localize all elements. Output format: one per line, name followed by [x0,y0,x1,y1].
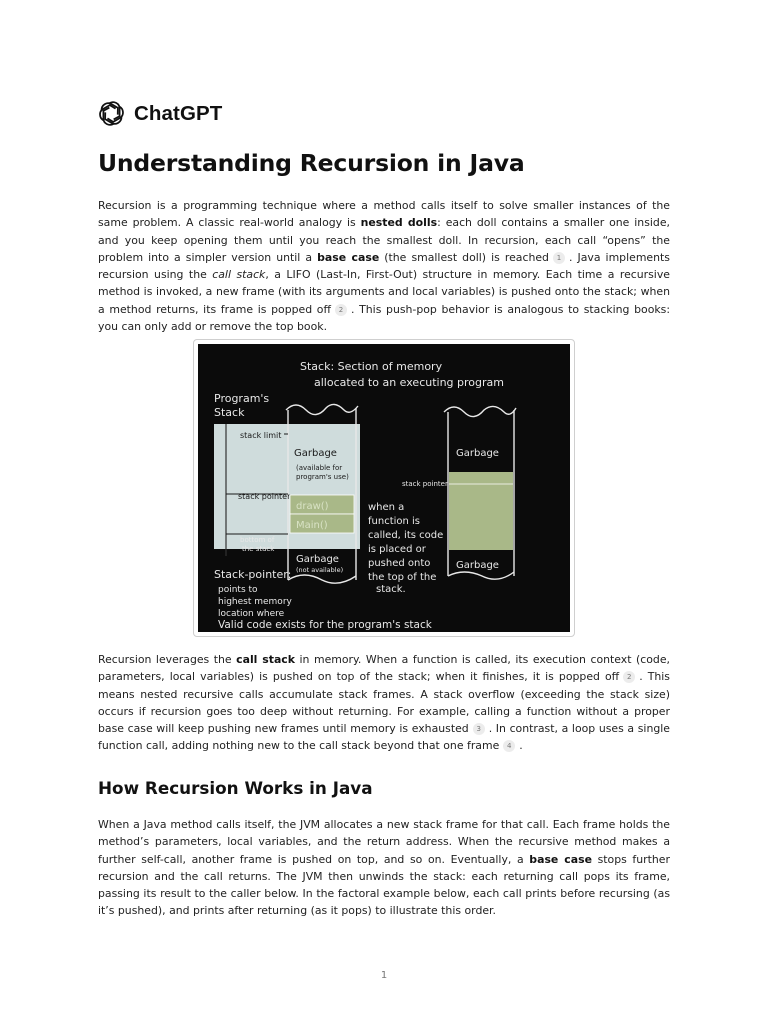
frame-main-label: Main() [296,520,328,531]
stack-diagram-figure [193,339,575,637]
para2-bold-call-stack: call stack [236,653,295,666]
page-number: 1 [380,970,388,981]
garbage-bottom-label: Garbage [296,554,339,565]
sp-definition-line-4: location where [218,609,285,619]
programs-stack-label-2: Stack [214,406,245,419]
intro-bold-nested-dolls: nested dolls [360,216,438,230]
garbage-top-label: Garbage [294,448,337,459]
diagram-title-line-1: Stack: Section of memory [300,360,443,373]
intro-text-3: (the smallest doll) is reached [379,250,549,264]
sp-definition-line-2: points to [218,585,258,595]
citation-badge[interactable]: 2 [335,304,347,316]
para2-text-2: in memory. When a function is called, its execution context (code, parameters, local variables) is pushed on top of the stack; when it finishes, it is popped off [98,653,670,684]
how-recursion-works-paragraph [98,816,670,920]
sp-definition-line-5: Valid code exists for the program's stack [218,619,432,631]
brand-header [98,100,222,127]
section-heading: How Recursion Works in Java [98,778,373,798]
available-label-2: program's use) [296,473,349,481]
para3-text-2: stops further recursion and the call returns. The JVM then unwinds the stack: each returning call pops its frame, passing its result to the caller below. In the factoral example below, each call prints before recursing (as it’s pushed), and prints after returning (as it pops) to illustrate this order. [98,852,670,918]
citation-badge[interactable]: 3 [473,723,485,735]
stack-limit-label: stack limit [240,431,282,440]
right-garbage-top-label: Garbage [456,448,499,459]
para2-text-3: . This means nested recursive calls accumulate stack frames. A stack overflow (exceeding the stack size) occurs if recursion goes too deep without returning. For example, calling a function without a proper base case will keep pushing new frames until memory is exhausted [98,670,670,736]
citation-badge[interactable]: 1 [553,252,565,264]
right-stack-pointer-label: stack pointer [402,480,448,488]
note-line-3: called, its code [368,530,444,541]
available-label-1: (available for [296,464,343,472]
note-line-5: pushed onto [368,558,431,569]
diagram-title-line-2: allocated to an executing program [314,376,504,389]
note-line-4: is placed or [368,544,426,555]
intro-text-6: . This push-pop behavior is analogous to stacking books: you can only add or remove the top book. [98,302,671,334]
sp-definition-line-3: highest memory [218,597,292,607]
right-garbage-bottom-label: Garbage [456,560,499,571]
programs-stack-label-1: Program's [214,392,270,405]
not-available-label: (not available) [296,566,344,574]
note-line-2: function is [368,516,421,527]
sp-definition-line-1: Stack-pointer: [214,568,292,581]
para2-text-1: Recursion leverages the [98,653,237,666]
frame-draw-label: draw() [296,501,329,512]
page-title: Understanding Recursion in Java [98,149,525,177]
stack-pointer-label: stack pointer [238,492,291,501]
bottom-of-stack-label-2: the stack [242,545,275,553]
intro-bold-base-case: base case [317,250,380,264]
intro-text-4: . Java implements recursion using the [98,250,670,282]
intro-text-2: : each doll contains a smaller one inside, and you keep opening them until you reach the smallest doll. In recursion, each call “opens” the problem into a simpler version until a [98,216,670,264]
para3-bold-base-case: base case [529,852,592,866]
bottom-of-stack-label-1: bottom of [240,536,275,544]
intro-paragraph [98,197,670,335]
note-line-6: the top of the [368,572,437,583]
note-line-1: when a [368,502,405,513]
intro-text-1: Recursion is a programming technique where a method calls itself to solve smaller instances of the same problem. A classic real-world analogy is [98,199,670,230]
citation-badge[interactable]: 2 [623,671,635,683]
call-stack-paragraph [98,651,670,755]
citation-badge[interactable]: 4 [503,740,515,752]
note-line-7: stack. [376,584,406,595]
stack-chalkboard-diagram [198,344,570,632]
brand-name: ChatGPT [134,101,223,125]
para2-text-5: . [519,739,523,753]
para3-text-1: When a Java method calls itself, the JVM allocates a new stack frame for that call. Each frame holds the method’s parameters, local variables, and the return address. When the recursive method makes a further self-call, another frame is pushed on top, and so on. Eventually, a [98,818,670,866]
para2-text-4: . In contrast, a loop uses a single function call, adding nothing new to the call stack beyond that one frame [98,722,670,753]
intro-italic-call-stack: call stack [212,268,266,282]
openai-logo-icon [98,100,125,127]
intro-text-5: , a LIFO (Last-In, First-Out) structure in memory. Each time a recursive method is invoked, a new frame (with its arguments and local variables) is pushed onto the stack; when a method returns, its frame is popped off [98,268,670,316]
